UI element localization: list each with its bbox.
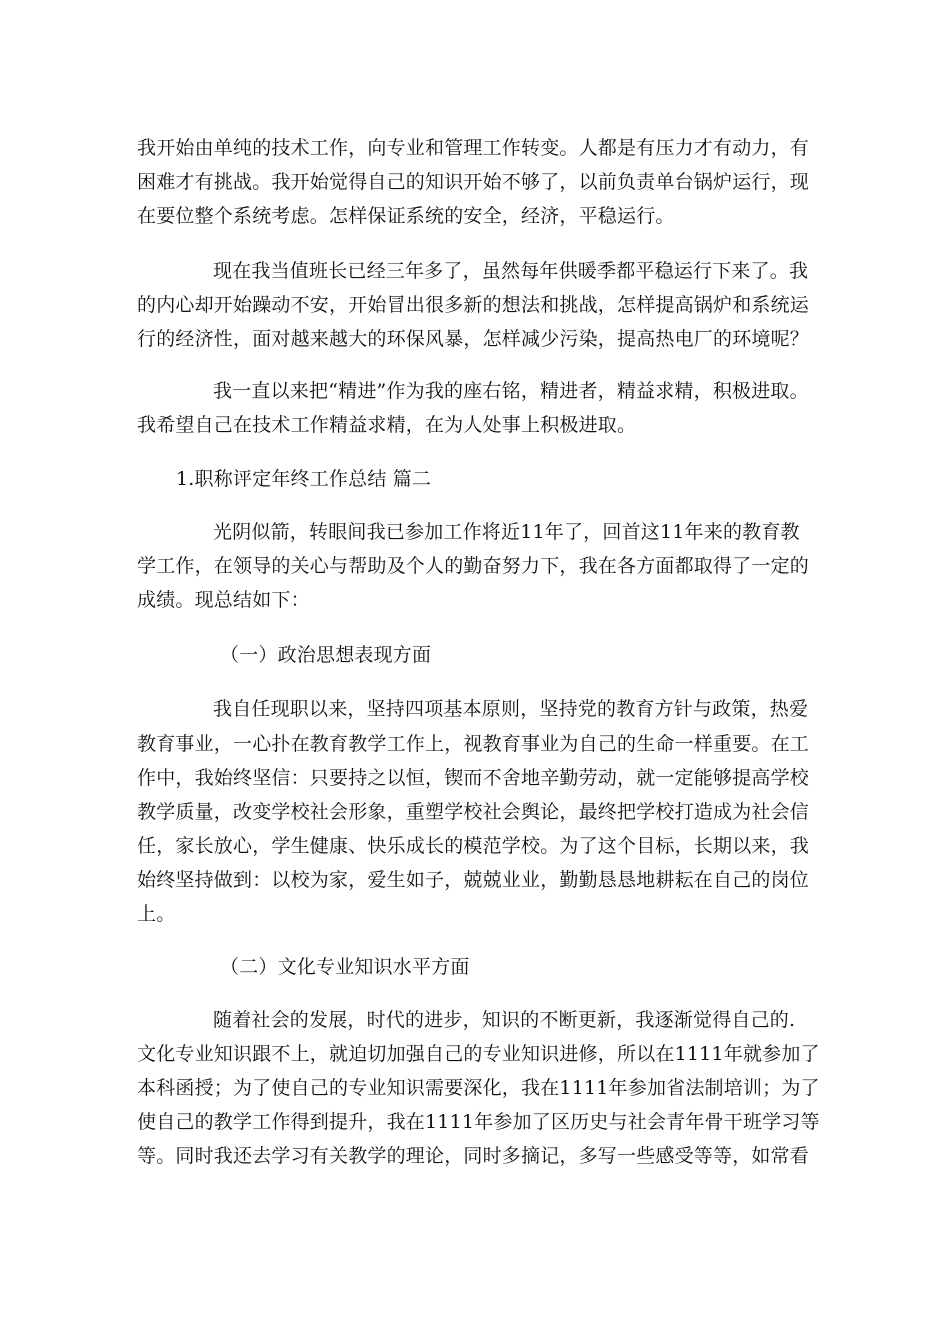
paragraph-line: 成绩。现总结如下： — [137, 589, 310, 611]
paragraph-line: 教育事业，一心扑在教育教学工作上，视教育事业为自己的生命一样重要。在工 — [137, 733, 810, 755]
paragraph-line: 本科函授；为了使自己的专业知识需要深化，我在1111年参加省法制培训；为了 — [137, 1077, 820, 1099]
paragraph-line: 任，家长放心，学生健康、快乐成长的模范学校。为了这个目标，长期以来，我 — [137, 835, 810, 857]
paragraph-line: 始终坚持做到：以校为家，爱生如子，兢兢业业，勤勤恳恳地耕耘在自己的岗位 — [137, 869, 810, 891]
sub-heading: （一）政治思想表现方面 — [220, 644, 432, 666]
paragraph-line: 使自己的教学工作得到提升，我在1111年参加了区历史与社会青年骨干班学习等 — [137, 1111, 820, 1133]
paragraph-line: 我一直以来把“精进”作为我的座右铭，精进者，精益求精，积极进取。 — [213, 380, 809, 402]
paragraph-line: 上。 — [137, 903, 176, 925]
paragraph-line: 行的经济性，面对越来越大的环保风暴，怎样减少污染，提高热电厂的环境呢？ — [137, 328, 810, 350]
paragraph-line: 作中，我始终坚信：只要持之以恒，锲而不舍地辛勤劳动，就一定能够提高学校 — [137, 767, 810, 789]
paragraph-line: 现在我当值班长已经三年多了，虽然每年供暖季都平稳运行下来了。我 — [213, 260, 809, 282]
section-heading: 1.职称评定年终工作总结 篇二 — [176, 468, 432, 490]
paragraph-line: 学工作，在领导的关心与帮助及个人的勤奋努力下，我在各方面都取得了一定的 — [137, 555, 810, 577]
paragraph-line: 教学质量，改变学校社会形象，重塑学校社会舆论，最终把学校打造成为社会信 — [137, 801, 810, 823]
paragraph-line: 在要位整个系统考虑。怎样保证系统的安全，经济，平稳运行。 — [137, 205, 675, 227]
paragraph-line: 文化专业知识跟不上，就迫切加强自己的专业知识进修，所以在1111年就参加了 — [137, 1043, 820, 1065]
paragraph-line: 我开始由单纯的技术工作，向专业和管理工作转变。人都是有压力才有动力，有 — [137, 137, 810, 159]
paragraph-line: 随着社会的发展，时代的进步，知识的不断更新，我逐渐觉得自己的. — [213, 1009, 796, 1031]
paragraph-line: 我自任现职以来，坚持四项基本原则，坚持党的教育方针与政策，热爱 — [213, 698, 809, 720]
paragraph-line: 困难才有挑战。我开始觉得自己的知识开始不够了，以前负责单台锅炉运行，现 — [137, 171, 810, 193]
paragraph-line: 的内心却开始躁动不安，开始冒出很多新的想法和挑战，怎样提高锅炉和系统运 — [137, 294, 810, 316]
paragraph-line: 等。同时我还去学习有关教学的理论，同时多摘记，多写一些感受等等，如常看 — [137, 1145, 810, 1167]
paragraph-line: 光阴似箭，转眼间我已参加工作将近11年了，回首这11年来的教育教 — [213, 521, 800, 543]
paragraph-line: 我希望自己在技术工作精益求精，在为人处事上积极进取。 — [137, 414, 637, 436]
sub-heading: （二）文化专业知识水平方面 — [220, 956, 470, 978]
